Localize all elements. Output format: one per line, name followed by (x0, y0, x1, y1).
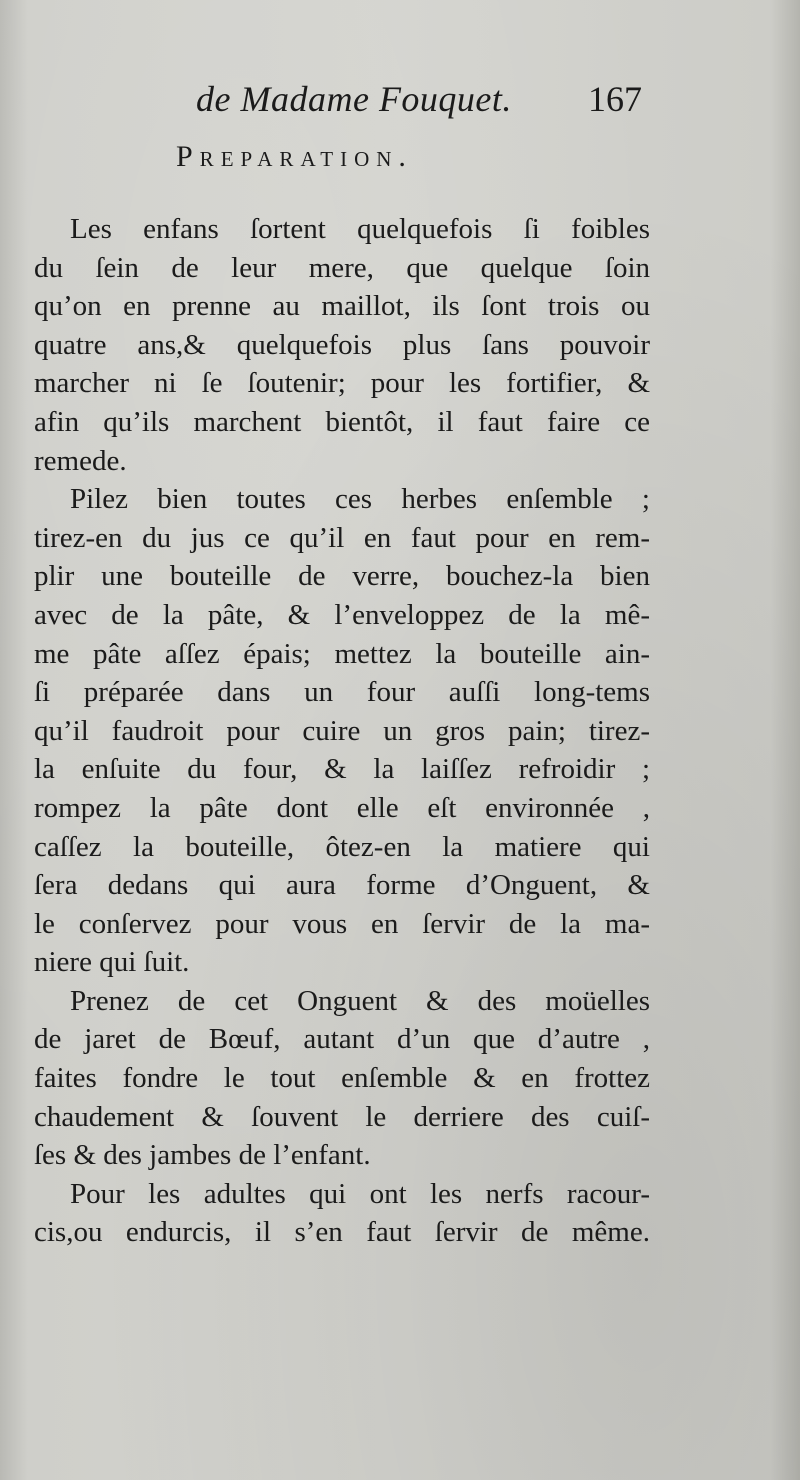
paragraph (34, 210, 650, 480)
text-line: ſes & des jambes de l’enfant. (34, 1139, 371, 1172)
text-line: ſera dedans qui aura forme d’Onguent, & (34, 869, 650, 902)
text-line: Pour les adultes qui ont les nerfs racour- (70, 1177, 650, 1210)
body-text (34, 210, 650, 1252)
text-line: remede. (34, 444, 127, 477)
text-line: Prenez de cet Onguent & des moüelles (70, 984, 650, 1017)
text-line: qu’il faudroit pour cuire un gros pain; tirez- (34, 714, 650, 747)
paragraph (34, 480, 650, 982)
text-line: ſi préparée dans un four auſſi long-tems (34, 676, 650, 709)
text-line: le conſervez pour vous en ſervir de la ma- (34, 907, 650, 940)
text-line: afin qu’ils marchent bientôt, il faut faire ce (34, 405, 650, 438)
section-title: Preparation. (176, 140, 413, 173)
text-line: du ſein de leur mere, que quelque ſoin (34, 251, 650, 284)
page-number: 167 (588, 79, 642, 119)
text-line: de jaret de Bœuf, autant d’un que d’autre , (34, 1023, 650, 1056)
text-line: la enſuite du four, & la laiſſez refroidir ; (34, 753, 650, 786)
text-line: avec de la pâte, & l’enveloppez de la mê- (34, 598, 650, 631)
paragraph (34, 982, 650, 1175)
text-line: me pâte aſſez épais; mettez la bouteille ain- (34, 637, 650, 670)
text-line: cis,ou endurcis, il s’en faut ſervir de même. (34, 1216, 650, 1249)
text-line: niere qui ſuit. (34, 946, 190, 979)
text-line: faites fondre le tout enſemble & en frottez (34, 1062, 650, 1095)
text-line: Pilez bien toutes ces herbes enſemble ; (70, 483, 650, 516)
text-line: marcher ni ſe ſoutenir; pour les fortifier, & (34, 367, 650, 400)
text-line: chaudement & ſouvent le derriere des cuiſ- (34, 1100, 650, 1133)
text-line: qu’on en prenne au maillot, ils ſont trois ou (34, 290, 650, 323)
text-line: rompez la pâte dont elle eſt environnée , (34, 791, 650, 824)
show-through-text (470, 150, 476, 177)
text-line: caſſez la bouteille, ôtez-en la matiere qui (34, 830, 650, 863)
running-head-title: de Madame Fouquet. (196, 79, 512, 119)
text-line: tirez-en du jus ce qu’il en faut pour en rem- (34, 521, 650, 554)
text-line: quatre ans,& quelquefois plus ſans pouvoir (34, 328, 650, 361)
paragraph (34, 1175, 650, 1252)
text-line: Les enfans ſortent quelquefois ſi foibles (70, 213, 650, 245)
text-line: plir une bouteille de verre, bouchez-la bien (34, 560, 650, 593)
